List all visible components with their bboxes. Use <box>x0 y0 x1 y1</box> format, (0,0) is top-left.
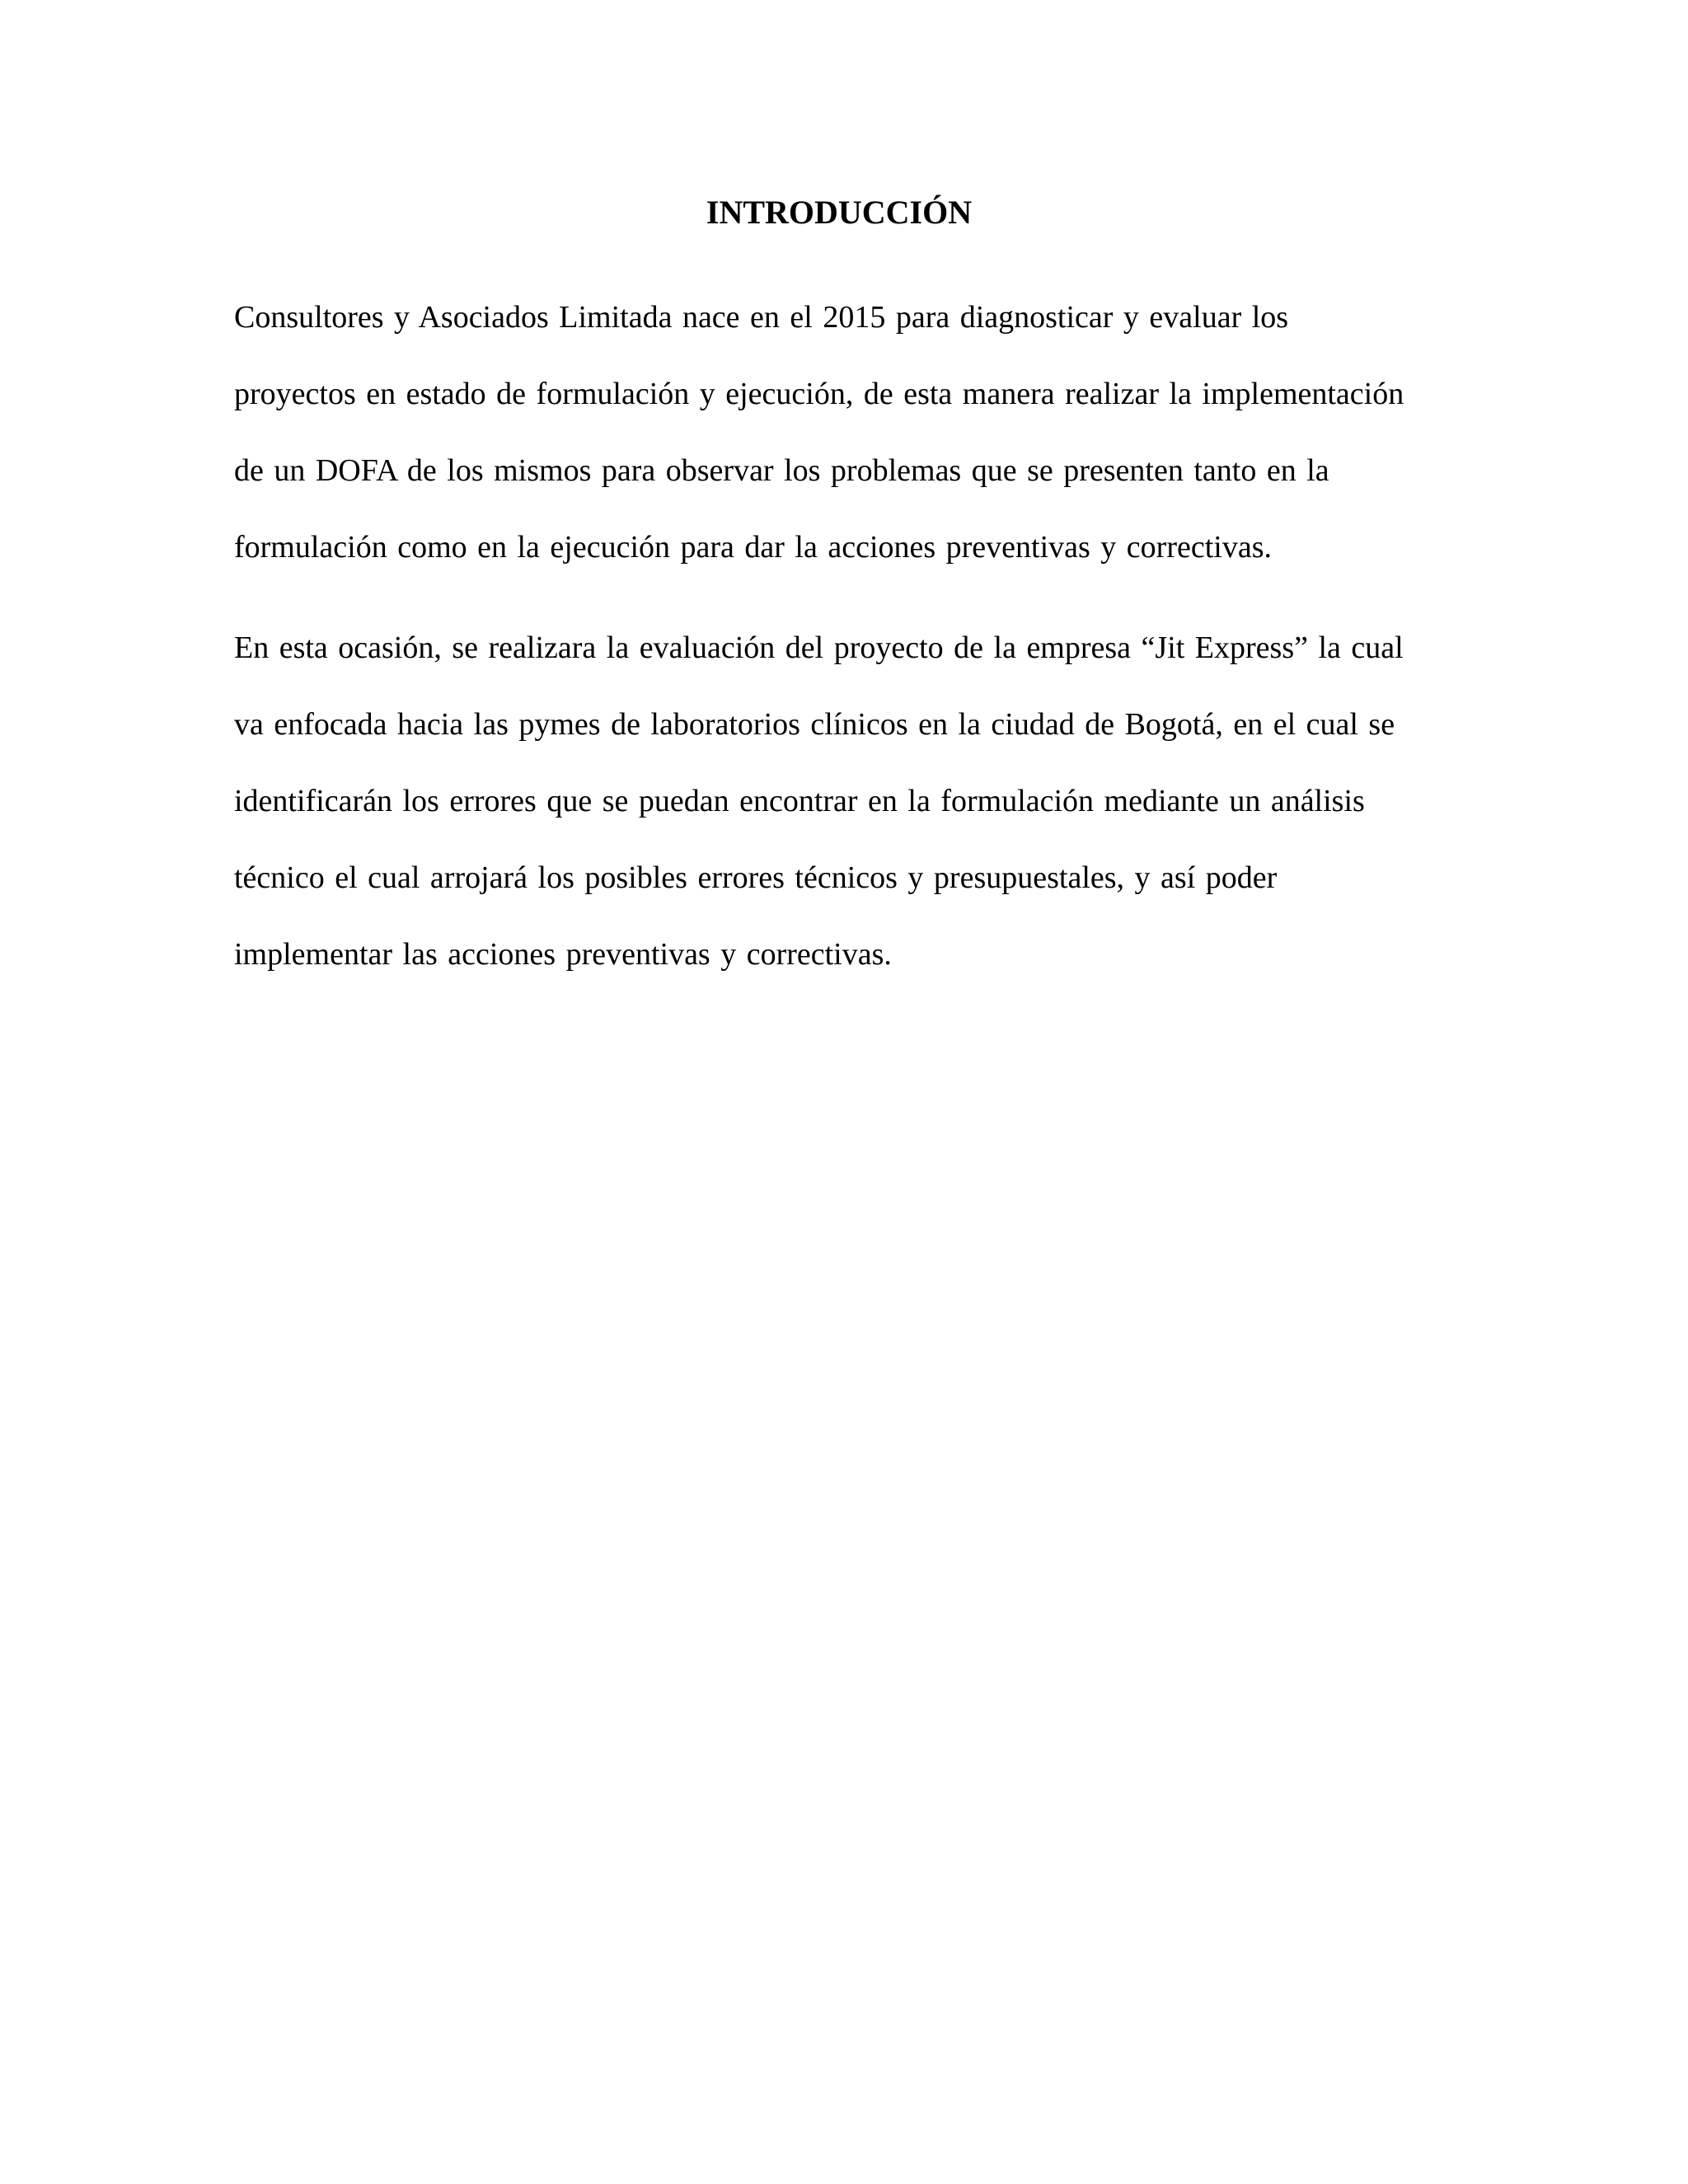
paragraph-line: implementar las acciones preventivas y correctivas. <box>234 937 892 972</box>
paragraph-line: En esta ocasión, se realizara la evaluación del proyecto de la empresa “Jit Express” la cual <box>234 630 1404 665</box>
paragraph-line: de un DOFA de los mismos para observar los problemas que se presenten tanto en la <box>234 453 1329 488</box>
paragraph-line: formulación como en la ejecución para dar la acciones preventivas y correctivas. <box>234 530 1272 565</box>
paragraph-line: va enfocada hacia las pymes de laboratorios clínicos en la ciudad de Bogotá, en el cual se <box>234 707 1395 742</box>
page-title: INTRODUCCIÓN <box>706 194 973 231</box>
paragraph-line: identificarán los errores que se puedan encontrar en la formulación mediante un análisis <box>234 784 1365 818</box>
paragraph-line: Consultores y Asociados Limitada nace en el 2015 para diagnosticar y evaluar los <box>234 300 1289 335</box>
paragraph-line: proyectos en estado de formulación y ejecución, de esta manera realizar la implementación <box>234 377 1404 411</box>
paragraph-line: técnico el cual arrojará los posibles errores técnicos y presupuestales, y así poder <box>234 860 1278 895</box>
